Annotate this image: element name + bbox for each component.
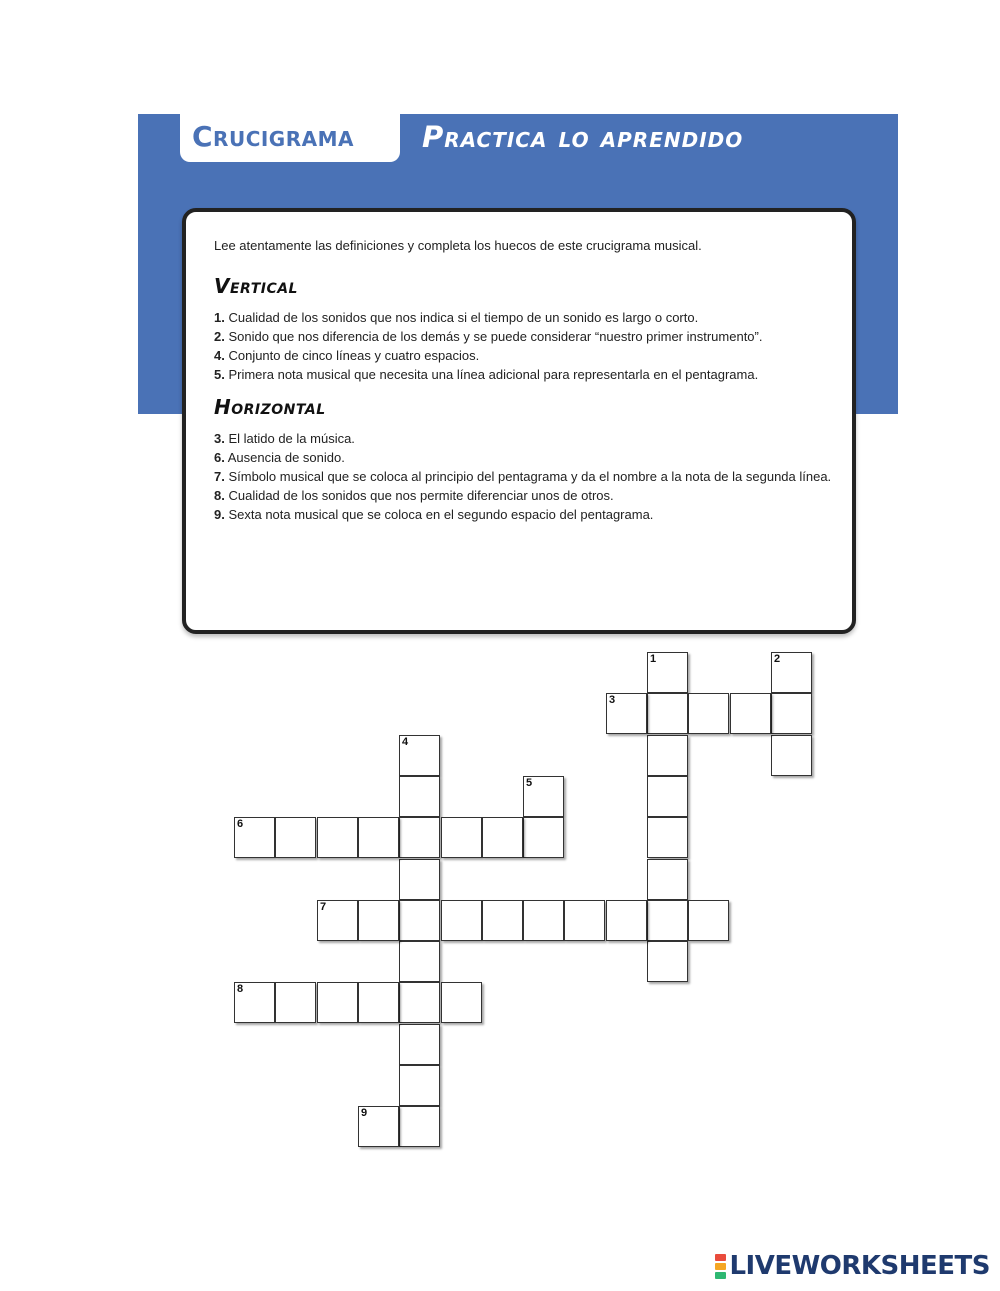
crossword-letter-input[interactable] [772,694,811,733]
crossword-cell[interactable] [317,900,358,941]
crossword-cell[interactable] [234,817,275,858]
vertical-clue-4: 4. Conjunto de cinco líneas y cuatro espacios. [214,348,480,363]
crossword-cell[interactable] [399,1106,440,1147]
crossword-cell[interactable] [275,982,316,1023]
crossword-letter-input[interactable] [607,901,646,940]
crossword-letter-input[interactable] [689,694,728,733]
crossword-cell[interactable] [606,900,647,941]
crossword-cell[interactable] [358,1106,399,1147]
crossword-cell[interactable] [234,982,275,1023]
crossword-cell[interactable] [399,776,440,817]
crossword-letter-input[interactable] [483,901,522,940]
crossword-cell[interactable] [399,1024,440,1065]
crossword-cell[interactable] [647,776,688,817]
clue-number: 6 [237,818,244,830]
crossword-cell[interactable] [688,900,729,941]
crossword-letter-input[interactable] [359,1107,398,1146]
crossword-cell[interactable] [317,817,358,858]
crossword-cell[interactable] [441,817,482,858]
crossword-letter-input[interactable] [772,653,811,692]
crossword-letter-input[interactable] [400,1066,439,1105]
horizontal-heading: Horizontal [214,395,326,419]
vertical-clue-5: 5. Primera nota musical que necesita una línea adicional para representarla en el pentagrama. [214,367,759,382]
crossword-letter-input[interactable] [400,777,439,816]
crossword-letter-input[interactable] [524,777,563,816]
crossword-cell[interactable] [730,693,771,734]
crossword-cell[interactable] [441,900,482,941]
clue-number: 5 [526,777,533,789]
crossword-cell[interactable] [606,693,647,734]
crossword-letter-input[interactable] [400,1025,439,1064]
crossword-cell[interactable] [275,817,316,858]
crossword-letter-input[interactable] [607,694,646,733]
crossword-cell[interactable] [647,735,688,776]
crossword-letter-input[interactable] [648,777,687,816]
crossword-letter-input[interactable] [648,901,687,940]
crossword-letter-input[interactable] [359,983,398,1022]
vertical-clue-1: 1. Cualidad de los sonidos que nos indica si el tiempo de un sonido es largo o corto. [214,310,699,325]
crossword-letter-input[interactable] [318,983,357,1022]
crossword-letter-input[interactable] [648,942,687,981]
crossword-letter-input[interactable] [648,860,687,899]
horizontal-clue-9: 9. Sexta nota musical que se coloca en el segundo espacio del pentagrama. [214,507,654,522]
instructions-text: Lee atentamente las definiciones y completa los huecos de este crucigrama musical. [214,238,702,253]
crossword-cell[interactable] [647,859,688,900]
horizontal-clue-8: 8. Cualidad de los sonidos que nos permite diferenciar unos de otros. [214,488,614,503]
crossword-cell[interactable] [317,982,358,1023]
crossword-letter-input[interactable] [731,694,770,733]
crossword-letter-input[interactable] [400,1107,439,1146]
crossword-cell[interactable] [399,735,440,776]
page-title: Practica lo aprendido [422,120,744,154]
vertical-heading: Vertical [214,274,298,298]
crossword-cell[interactable] [523,900,564,941]
crossword-letter-input[interactable] [400,942,439,981]
brand-logo [715,1251,990,1281]
crossword-cell[interactable] [358,982,399,1023]
clues-panel [182,208,856,634]
crossword-cell[interactable] [564,900,605,941]
crossword-letter-input[interactable] [648,818,687,857]
crossword-letter-input[interactable] [442,983,481,1022]
crossword-letter-input[interactable] [524,901,563,940]
crossword-cell[interactable] [441,982,482,1023]
crossword-letter-input[interactable] [276,983,315,1022]
crossword-cell[interactable] [688,693,729,734]
clue-number: 1 [650,653,657,665]
crossword-letter-input[interactable] [400,983,439,1022]
crossword-cell[interactable] [771,652,812,693]
crossword-cell[interactable] [647,693,688,734]
crossword-cell[interactable] [358,817,399,858]
crossword-cell[interactable] [647,900,688,941]
crossword-letter-input[interactable] [689,901,728,940]
crossword-cell[interactable] [399,900,440,941]
crossword-letter-input[interactable] [648,653,687,692]
crossword-cell[interactable] [482,900,523,941]
crossword-cell[interactable] [771,735,812,776]
clue-number: 7 [320,901,327,913]
crossword-cell[interactable] [482,817,523,858]
clue-number: 3 [609,694,616,706]
crossword-letter-input[interactable] [772,736,811,775]
crossword-letter-input[interactable] [400,818,439,857]
clue-number: 8 [237,983,244,995]
crossword-letter-input[interactable] [400,860,439,899]
crossword-letter-input[interactable] [648,736,687,775]
horizontal-clue-6: 6. Ausencia de sonido. [214,450,345,465]
crossword-cell[interactable] [399,941,440,982]
clue-number: 4 [402,736,409,748]
clue-number: 2 [774,653,781,665]
vertical-clue-2: 2. Sonido que nos diferencia de los demás y se puede considerar “nuestro primer instrumento”. [214,329,763,344]
crossword-cell[interactable] [399,982,440,1023]
crossword-letter-input[interactable] [235,818,274,857]
crossword-letter-input[interactable] [235,983,274,1022]
crossword-cell[interactable] [399,1065,440,1106]
liveworksheets-logo-icon [715,1253,726,1280]
crossword-letter-input[interactable] [400,901,439,940]
crossword-letter-input[interactable] [565,901,604,940]
brand-name: LIVEWORKSHEETS [729,1251,990,1281]
crossword-letter-input[interactable] [359,818,398,857]
crossword-letter-input[interactable] [524,818,563,857]
horizontal-clue-7: 7. Símbolo musical que se coloca al principio del pentagrama y da el nombre a la nota de la segunda línea. [214,469,832,484]
crossword-cell[interactable] [523,776,564,817]
crossword-cell[interactable] [399,817,440,858]
crossword-cell[interactable] [399,859,440,900]
crossword-letter-input[interactable] [483,818,522,857]
crossword-letter-input[interactable] [318,818,357,857]
horizontal-clue-3: 3. El latido de la música. [214,431,355,446]
crossword-letter-input[interactable] [648,694,687,733]
crossword-cell[interactable] [771,693,812,734]
crossword-letter-input[interactable] [442,901,481,940]
crossword-letter-input[interactable] [359,901,398,940]
clue-number: 9 [361,1107,368,1119]
crossword-cell[interactable] [358,900,399,941]
crossword-letter-input[interactable] [276,818,315,857]
crossword-letter-input[interactable] [318,901,357,940]
crossword-letter-input[interactable] [442,818,481,857]
header-tab-label: Crucigrama [192,120,354,153]
crossword-cell[interactable] [523,817,564,858]
crossword-cell[interactable] [647,817,688,858]
crossword-letter-input[interactable] [400,736,439,775]
crossword-cell[interactable] [647,941,688,982]
crossword-cell[interactable] [647,652,688,693]
